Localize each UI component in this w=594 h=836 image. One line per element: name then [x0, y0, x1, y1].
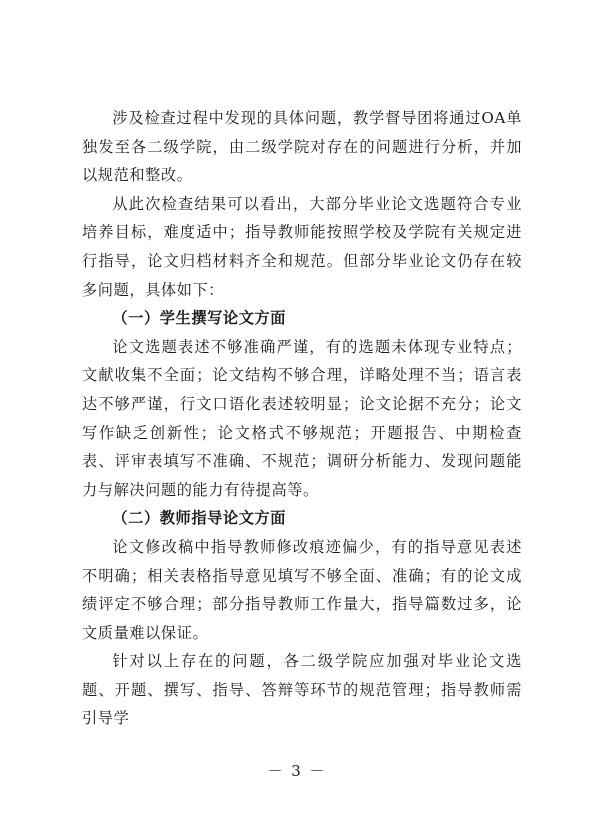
- section-heading-students: （一）学生撰写论文方面: [112, 309, 287, 328]
- page-number: － 3 －: [267, 762, 327, 780]
- paragraph-continuation: 涉及检查过程中发现的具体问题，教学督导团将通过OA单独发至各二级学院，由二级学院对存在的问题进行分析，并加以规范和整改。: [82, 109, 522, 185]
- paragraph-measures: 针对以上存在的问题，各二级学院应加强对毕业论文选题、开题、撰写、指导、答辩等环节的规范管理；指导教师需引导学: [82, 652, 522, 728]
- document-body: [82, 104, 522, 733]
- paragraph-teacher-issues: 论文修改稿中指导教师修改痕迹偏少，有的指导意见表述不明确；相关表格指导意见填写不够全面、准确；有的论文成绩评定不够合理；部分指导教师工作量大，指导篇数过多，论文质量难以保证。: [82, 537, 522, 642]
- paragraph-student-issues: 论文选题表述不够准确严谨，有的选题未体现专业特点；文献收集不全面；论文结构不够合理，详略处理不当；语言表达不够严谨，行文口语化表述较明显；论文论据不充分；论文写作缺乏创新性；论文格式不够规范；开题报告、中期检查表、评审表填写不准确、不规范；调研分析能力、发现问题能力与解决问题的能力有待提高等。: [82, 337, 522, 499]
- paragraph-summary: 从此次检查结果可以看出，大部分毕业论文选题符合专业培养目标，难度适中；指导教师能按照学校及学院有关规定进行指导，论文归档材料齐全和规范。但部分毕业论文仍存在较多问题，具体如下：: [82, 194, 522, 299]
- section-heading-teachers: （二）教师指导论文方面: [112, 509, 287, 528]
